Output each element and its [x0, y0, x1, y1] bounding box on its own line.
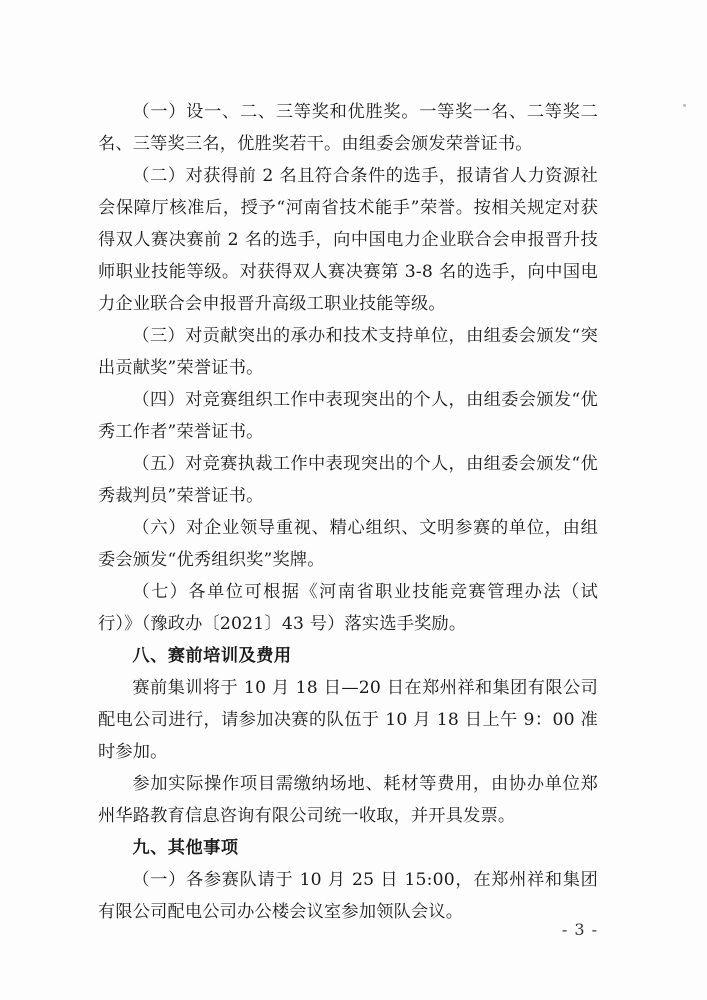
section-heading-training-fees: 八、赛前培训及费用 [132, 646, 292, 666]
paragraph-outstanding-contribution: （三）对贡献突出的承办和技术支持单位，由组委会颁发“突出贡献奖”荣誉证书。 [98, 326, 598, 378]
paragraph-technical-expert-honor: （二）对获得前 2 名且符合条件的选手，报请省人力资源社会保障厅核准后，授予“河南省技术能手”荣誉。按相关规定对获得双人赛决赛前 2 名的选手，向中国电力企业联合会申报晋升技师职业技能等级。对获得双人赛决赛第 3-8 名的选手，向中国电力企业联合会申报晋升高级工职业技能等级。 [98, 166, 598, 314]
paragraph-award-levels: （一）设一、二、三等奖和优胜奖。一等奖一名、二等奖二名、三等奖三名，优胜奖若干。由组委会颁发荣誉证书。 [98, 102, 598, 154]
document-body [98, 96, 598, 928]
paragraph-organization-award: （六）对企业领导重视、精心组织、文明参赛的单位，由组委会颁发“优秀组织奖”奖牌。 [98, 518, 598, 570]
page-number: - 3 - [561, 920, 599, 939]
scan-speck [683, 104, 686, 107]
paragraph-excellent-worker: （四）对竞赛组织工作中表现突出的个人，由组委会颁发“优秀工作者”荣誉证书。 [98, 390, 598, 442]
paragraph-excellent-referee: （五）对竞赛执裁工作中表现突出的个人，由组委会颁发“优秀裁判员”荣誉证书。 [98, 454, 598, 506]
paragraph-training-schedule: 赛前集训将于 10 月 18 日—20 日在郑州祥和集团有限公司配电公司进行，请参加决赛的队伍于 10 月 18 日上午 9：00 准时参加。 [98, 678, 598, 762]
paragraph-fees: 参加实际操作项目需缴纳场地、耗材等费用，由协办单位郑州华路教育信息咨询有限公司统一收取，并开具发票。 [98, 774, 598, 826]
section-heading-other-matters: 九、其他事项 [132, 838, 239, 858]
paragraph-team-leader-meeting: （一）各参赛队请于 10 月 25 日 15:00，在郑州祥和集团有限公司配电公司办公楼会议室参加领队会议。 [98, 870, 598, 922]
paragraph-contestant-rewards: （七）各单位可根据《河南省职业技能竞赛管理办法（试行）》（豫政办〔2021〕43 号）落实选手奖励。 [98, 582, 598, 634]
